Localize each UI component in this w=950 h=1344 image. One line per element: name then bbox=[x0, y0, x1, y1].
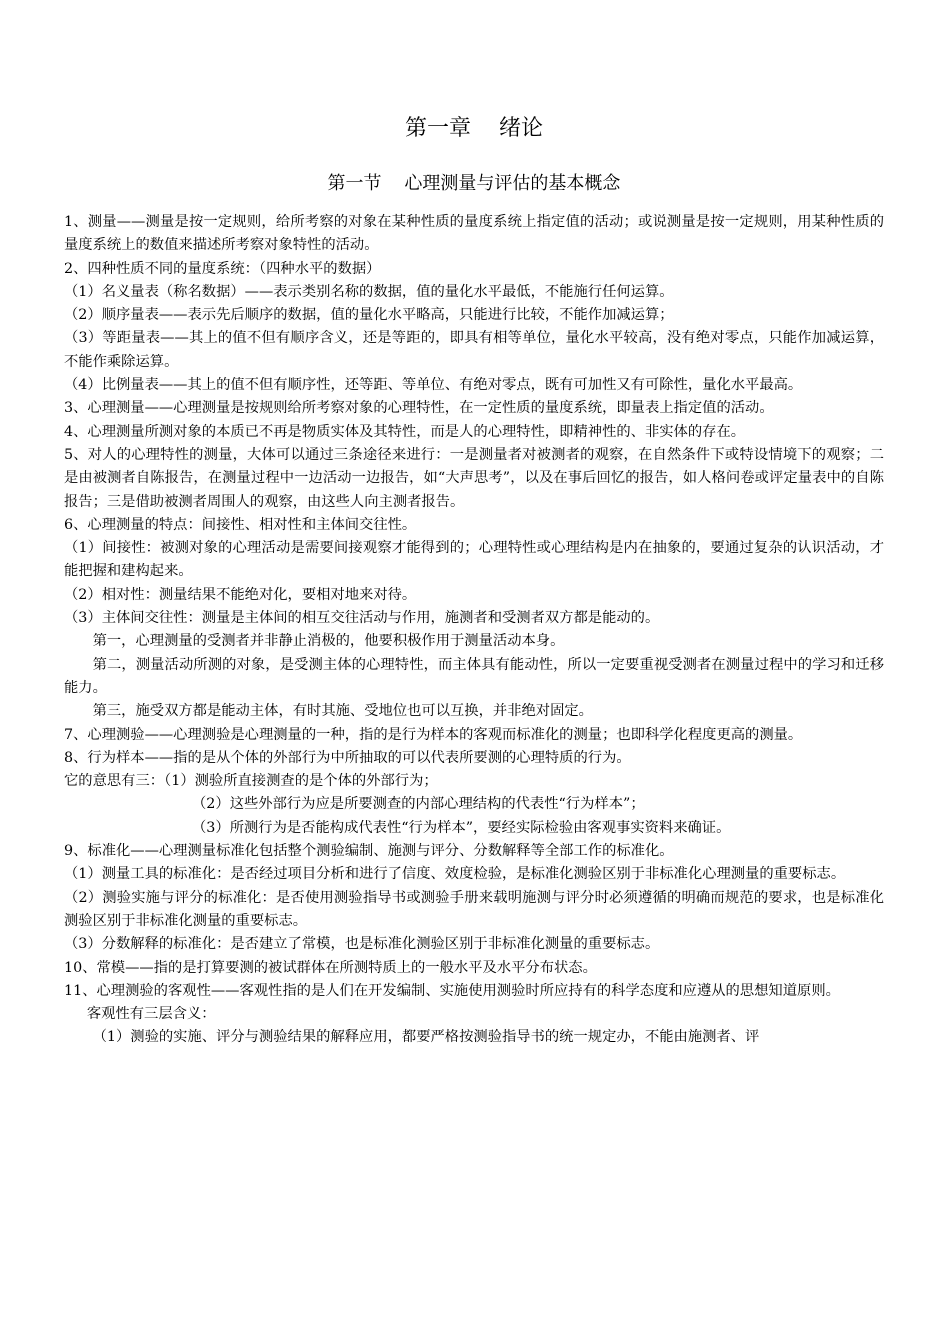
paragraph: （1）测验的实施、评分与测验结果的解释应用，都要严格按测验指导书的统一规定办，不能由施测者、评 bbox=[92, 1029, 760, 1046]
paragraph: （3）所测行为是否能构成代表性“行为样本”，要经实际检验由客观事实资料来确证。 bbox=[192, 819, 731, 836]
paragraph: （1）间接性：被测对象的心理活动是需要间接观察才能得到的；心理特性或心理结构是内在抽象的，要通过复杂的认识活动，才能把握和建构起来。 bbox=[64, 540, 884, 580]
paragraph: 7、心理测验——心理测验是心理测量的一种，指的是行为样本的客观而标准化的测量；也即科学化程度更高的测量。 bbox=[64, 726, 803, 743]
paragraph: （3）等距量表——其上的值不但有顺序含义，还是等距的，即具有相等单位，量化水平较高，没有绝对零点，只能作加减运算，不能作乘除运算。 bbox=[64, 330, 884, 370]
section-title: 第一节 心理测量与评估的基本概念 bbox=[327, 173, 621, 194]
paragraph: （2）这些外部行为应是所要测查的内部心理结构的代表性“行为样本”； bbox=[192, 796, 645, 813]
paragraph: （2）相对性：测量结果不能绝对化，要相对地来对待。 bbox=[64, 586, 417, 603]
document-body bbox=[64, 211, 884, 1050]
paragraph: 10、常模——指的是打算要测的被试群体在所测特质上的一般水平及水平分布状态。 bbox=[64, 959, 597, 976]
paragraph: 11、心理测验的客观性——客观性指的是人们在开发编制、实施使用测验时所应持有的科学态度和应遵从的思想知道原则。 bbox=[64, 982, 840, 999]
paragraph: （2）测验实施与评分的标准化：是否使用测验指导书或测验手册来载明施测与评分时必须遵循的明确而规范的要求，也是标准化测验区别于非标准化测量的重要标志。 bbox=[64, 889, 884, 929]
paragraph: （4）比例量表——其上的值不但有顺序性，还等距、等单位、有绝对零点，既有可加性又有可除性，量化水平最高。 bbox=[64, 377, 803, 394]
document-page bbox=[64, 114, 884, 1050]
paragraph: 8、行为样本——指的是从个体的外部行为中所抽取的可以代表所要测的心理特质的行为。 bbox=[64, 749, 631, 766]
paragraph: （1）名义量表（称名数据）——表示类别名称的数据，值的量化水平最低，不能施行任何运算。 bbox=[64, 283, 674, 300]
chapter-title: 第一章 绪论 bbox=[405, 116, 543, 141]
paragraph: 4、心理测量所测对象的本质已不再是物质实体及其特性，而是人的心理特性，即精神性的、非实体的存在。 bbox=[64, 423, 746, 440]
paragraph: （1）测量工具的标准化：是否经过项目分析和进行了信度、效度检验，是标准化测验区别于非标准化心理测量的重要标志。 bbox=[64, 866, 846, 883]
paragraph: 第三，施受双方都是能动主体，有时其施、受地位也可以互换，并非绝对固定。 bbox=[92, 703, 593, 720]
paragraph: 第二，测量活动所测的对象，是受测主体的心理特性，而主体具有能动性，所以一定要重视受测者在测量过程中的学习和迁移能力。 bbox=[64, 656, 884, 696]
paragraph: 9、标准化——心理测量标准化包括整个测验编制、施测与评分、分数解释等全部工作的标准化。 bbox=[64, 843, 674, 860]
paragraph: 2、四种性质不同的量度系统：（四种水平的数据） bbox=[64, 260, 381, 277]
paragraph: 第一，心理测量的受测者并非静止消极的，他要积极作用于测量活动本身。 bbox=[92, 633, 565, 650]
paragraph: 1、测量——测量是按一定规则，给所考察的对象在某种性质的量度系统上指定值的活动；或说测量是按一定规则，用某种性质的量度系统上的数值来描述所考察对象特性的活动。 bbox=[64, 214, 884, 254]
paragraph: （2）顺序量表——表示先后顺序的数据，值的量化水平略高，只能进行比较，不能作加减运算； bbox=[64, 307, 674, 324]
paragraph: （3）主体间交往性：测量是主体间的相互交往活动与作用，施测者和受测者双方都是能动的。 bbox=[64, 610, 660, 627]
paragraph: 3、心理测量——心理测量是按规则给所考察对象的心理特性，在一定性质的量度系统，即量表上指定值的活动。 bbox=[64, 400, 774, 417]
paragraph: （3）分数解释的标准化：是否建立了常模，也是标准化测验区别于非标准化测量的重要标志。 bbox=[64, 936, 660, 953]
paragraph: 5、对人的心理特性的测量，大体可以通过三条途径来进行：一是测量者对被测者的观察，在自然条件下或特设情境下的观察；二是由被测者自陈报告，在测量过程中一边活动一边报告，如“大声思考”，以及在事后回忆的报告，如人格问卷或评定量表中的自陈报告；三是借助被测者周围人的观察，由这些人向主测者报告。 bbox=[64, 446, 884, 510]
paragraph: 它的意思有三：（1）测验所直接测查的是个体的外部行为； bbox=[64, 773, 438, 790]
paragraph: 客观性有三层含义： bbox=[86, 1006, 216, 1023]
paragraph: 6、心理测量的特点：间接性、相对性和主体间交往性。 bbox=[64, 516, 417, 533]
